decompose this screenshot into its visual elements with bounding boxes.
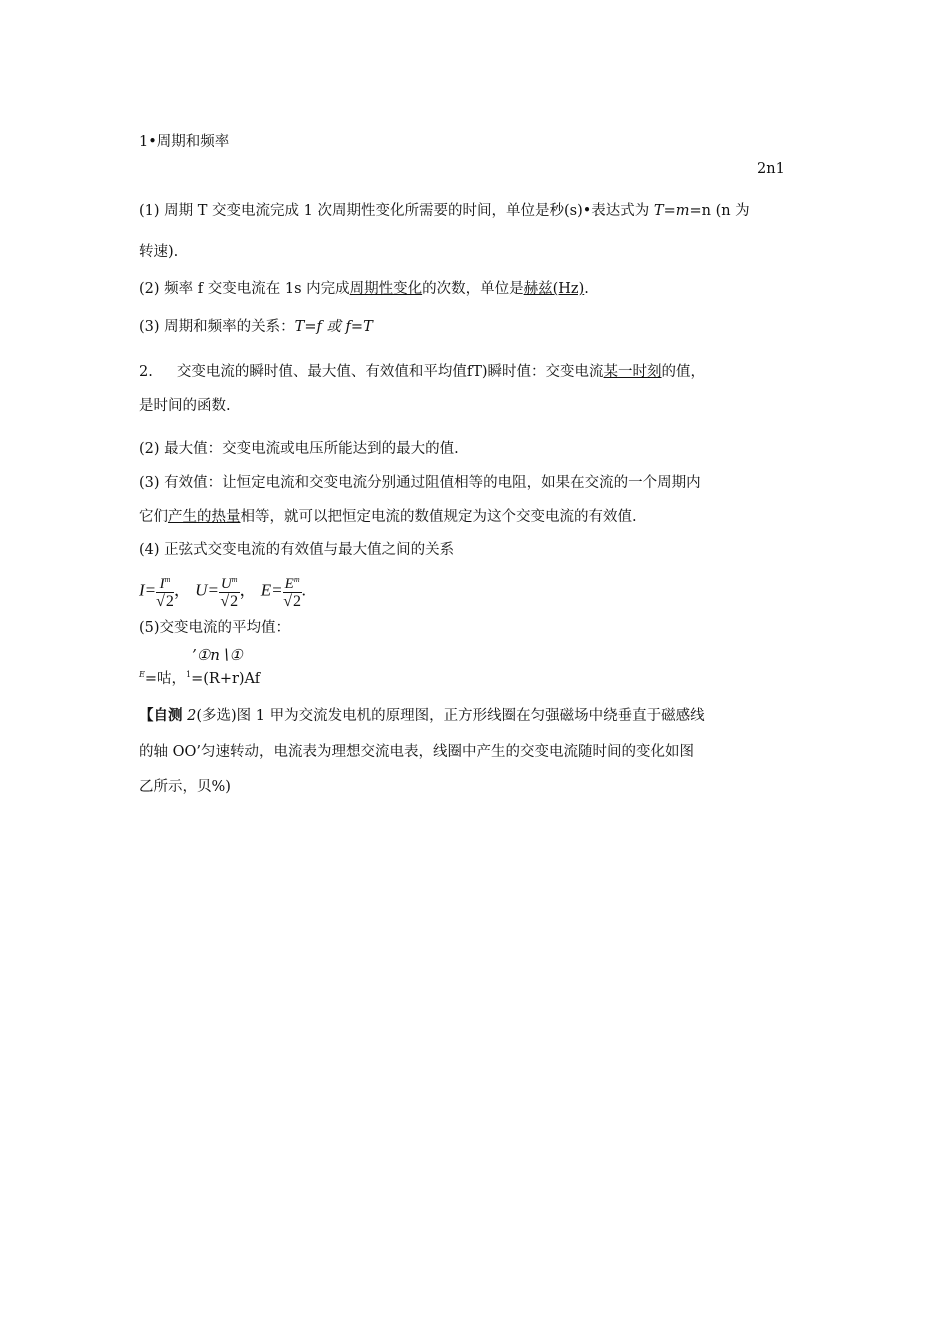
inline-formula: T=m: [653, 203, 690, 219]
inline-formula: T=f 或 f=T: [294, 319, 373, 335]
paragraph-frequency: [139, 277, 589, 298]
separator: ，: [239, 580, 257, 600]
selftest-line-2: 的轴 OO’匀速转动，电流表为理想交流电表，线圈中产生的交变电流随时间的变化如图: [139, 744, 694, 760]
formula-text: =(R+r)Af: [191, 671, 261, 687]
superscript: E: [139, 670, 145, 680]
denominator: 2: [293, 593, 302, 610]
paragraph-text: 相等，就可以把恒定电流的数值规定为这个交变电流的有效值.: [240, 509, 637, 525]
selftest-number: 2: [182, 708, 197, 724]
paragraph-text: 交变电流的瞬时值、最大值、有效值和平均值fT)瞬时值：交变电流: [176, 364, 604, 380]
formula-label: U=: [195, 580, 219, 600]
paragraph-continuation: [139, 505, 637, 526]
section-2: [139, 360, 705, 381]
paragraph-text: (3) 周期和频率的关系：: [139, 319, 295, 335]
numerator: I: [159, 576, 165, 592]
paragraph-text: 的值，: [661, 364, 706, 380]
selftest-line-3: 乙所示，贝%): [139, 779, 231, 795]
paragraph-text: .: [584, 281, 589, 297]
denominator: 2: [165, 593, 174, 610]
paragraph-continuation: 是时间的函数.: [139, 398, 231, 414]
paragraph-period: [139, 199, 750, 220]
numerator: E: [284, 576, 294, 592]
subscript: m: [164, 575, 171, 584]
fraction: $\frac{U^m}{√2}$: [219, 572, 240, 611]
underlined-term: 赫兹(Hz): [523, 281, 585, 297]
selftest-label: 【自测: [139, 707, 183, 724]
paragraph-text: (2) 频率 f 交变电流在 1s 内完成: [139, 281, 350, 297]
separator: ，: [173, 580, 191, 600]
period: .: [301, 580, 306, 600]
underlined-term: 某一时刻: [603, 364, 662, 380]
rms-formula-row: [139, 572, 306, 611]
section-heading: 1•周期和频率: [139, 134, 230, 150]
paragraph-text: 的次数，单位是: [422, 281, 524, 297]
paragraph-text: =n (n 为: [689, 203, 750, 219]
paragraph-max-value: (2) 最大值：交变电流或电压所能达到的最大的值.: [139, 441, 459, 457]
underlined-term: 周期性变化: [349, 281, 423, 297]
formula-text: =咕，: [144, 671, 186, 687]
formula-label: E=: [260, 580, 283, 600]
fraction: $\frac{I^m}{√2}$: [156, 572, 174, 611]
denominator: 2: [230, 593, 239, 610]
formula-label: I=: [139, 580, 157, 600]
underlined-term: 产生的热量: [168, 509, 241, 525]
paragraph-effective-value: (3) 有效值：让恒定电流和交变电流分别通过阻值相等的电阻，如果在交流的一个周期内: [139, 475, 701, 491]
paragraph-text: (多选)图 1 甲为交流发电机的原理图，正方形线圈在匀强磁场中绕垂直于磁感线: [196, 708, 705, 724]
paragraph-text: (1) 周期 T 交变电流完成 1 次周期性变化所需要的时间，单位是秒(s)•表达式为: [139, 203, 654, 219]
paragraph-relation: [139, 315, 373, 336]
paragraph-average-value: (5)交变电流的平均值：: [139, 620, 291, 636]
fraction: $\frac{E^m}{√2}$: [283, 572, 302, 611]
section-number: 2.: [139, 364, 153, 380]
subscript: m: [293, 575, 300, 584]
paragraph-text: 它们: [139, 509, 168, 525]
numerator: U: [220, 576, 232, 592]
paragraph-relation-sine: (4) 正弦式交变电流的有效值与最大值之间的关系: [139, 542, 455, 558]
garbled-formula-top: ’①n∖①: [192, 646, 243, 664]
selftest-line-1: [139, 704, 705, 725]
superscript: 1: [186, 670, 192, 680]
subscript: m: [231, 575, 238, 584]
paragraph-continuation: 转速).: [139, 244, 179, 260]
garbled-formula-bottom: [139, 667, 260, 688]
formula-fragment: 2n1: [757, 161, 785, 177]
